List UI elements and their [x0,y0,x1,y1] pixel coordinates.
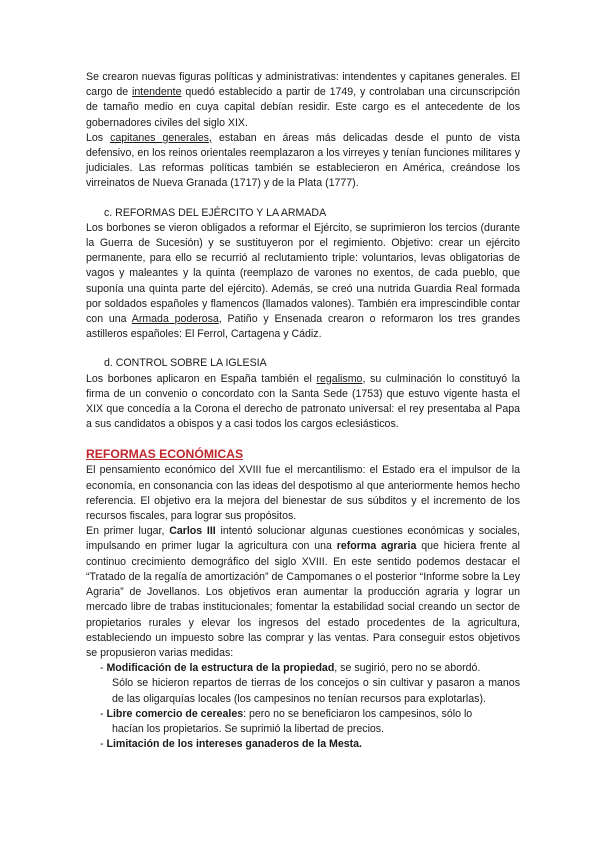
list-item: - Libre comercio de cereales: pero no se beneficiaron los campesinos, sólo lo [100,707,473,720]
capitanes-generales-link[interactable]: capitanes generales, [110,131,212,144]
list-item: - Limitación de los intereses ganaderos de la Mesta. [100,738,362,751]
intro-paragraph-intendentes: Se crearon nuevas figuras políticas y administrativas: intendentes y capitanes generales. El cargo de intendente quedó establecido a partir de 1749, y controlaban una circunscripción de tamaño medio en cuya capital debían residir. Este cargo es el antecedente de los gobernadores civiles del siglo XIX. [86,71,521,129]
regalismo-link[interactable]: regalismo [316,372,363,385]
army-paragraph: Los borbones se vieron obligados a reformar el Ejército, se suprimieron los tercios (durante la Guerra de Sucesión) y se sustituyeron por el regimiento. Objetivo: crear un ejército permanente, para ello se recurrió al reclutamiento triple: voluntarios, levas obligatorias de vagos y maleantes y la quinta (reemplazo de varones no exentos, de cada pueblo, que suponía una quinta parte del ejército). Además, se creó una nutrida Guardia Real formada por soldados españoles y flamencos (llamados valones). También era imprescindible contar con una Armada poderosa, Patiño y Ensenada crearon o reformaron los tres grandes astilleros españoles: El Ferrol, Cartagena y Cádiz. [86,221,520,341]
army-heading: c. REFORMAS DEL EJÉRCITO Y LA ARMADA [104,206,327,219]
intendente-link[interactable]: intendente [132,86,182,99]
intro-paragraph-capitanes: Los capitanes generales, estaban en áreas más delicadas desde el punto de vista defensivo, en los reinos orientales reemplazaron a los virreyes y tenían funciones militares y judiciales. Las reformas políticas también se establecieron en América, creándose los virreinatos de Nueva Granada (1717) y de la Plata (1777). [86,131,521,190]
economic-paragraph-carlos-iii: En primer lugar, Carlos III intentó solucionar algunas cuestiones económicas y sociales, impulsando en primer lugar la agricultura con una reforma agraria que hiciera frente al continuo crecimiento demográfico del siglo XVIII. En este sentido podemos destacar el “Tratado de la regalía de amortización” de Campomanes o el posterior “Informe sobre la Ley Agraria” de Jovellanos. Los objetivos eran aumentar la producción agraria y lograr un mercado libre de trabas institucionales; fomentar la estabilidad social creando un sector de propietarios rurales y elevar los ingresos del estado procedentes de la agricultura, estableciendo un impuesto sobre las comprar y las ventas. Para conseguir estos objetivos se propusieron varias medidas: [86,525,521,659]
document-page [86,70,520,752]
list-item: - Modificación de la estructura de la propiedad, se sugirió, pero no se abordó. [100,662,481,675]
economic-reforms-title: REFORMAS ECONÓMICAS [86,447,244,462]
measures-list [86,661,520,752]
church-heading: d. CONTROL SOBRE LA IGLESIA [104,357,267,370]
list-item-continuation: Sólo se hicieron repartos de tierras de los concejos o sin cultivar y pasaron a manos de las oligarquías locales (los campesinos no tenían recursos para explotarlas). [112,677,520,705]
armada-link[interactable]: Armada poderosa [131,313,219,326]
economic-paragraph-mercantilismo: El pensamiento económico del XVIII fue el mercantilismo: el Estado era el impulsor de la economía, en consonancia con las ideas del despotismo al que anteriormente hemos hecho referencia. El objetivo era la mejora del bienestar de sus súbditos y el incremento de los recursos fiscales, para lograr sus propósitos. [86,464,520,523]
church-paragraph: Los borbones aplicaron en España también el regalismo, su culminación lo constituyó la firma de un convenio o concordato con la Santa Sede (1753) que estuvo vigente hasta el XIX que concedía a la Corona el derecho de patronato universal: el rey presentaba al Papa a sus candidatos a obispos y a casi todos los cargos eclesiásticos. [86,372,520,431]
list-item-continuation: hacían los propietarios. Se suprimió la libertad de precios. [112,722,385,735]
